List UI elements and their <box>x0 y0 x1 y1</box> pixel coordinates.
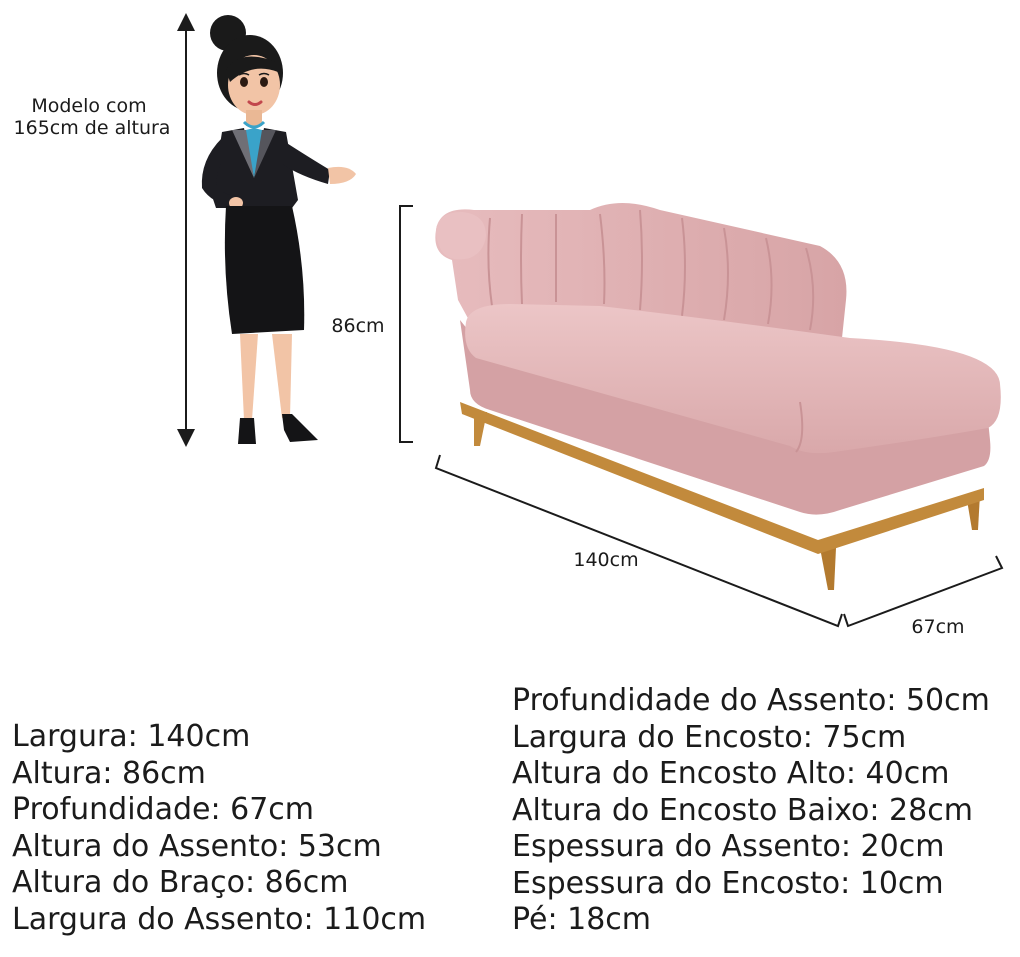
chaise-sofa <box>435 203 1000 590</box>
spec-item: Profundidade: 67cm <box>12 792 315 827</box>
spec-item: Pé: 18cm <box>512 902 652 937</box>
spec-item: Altura do Encosto Baixo: 28cm <box>512 792 973 828</box>
sofa-height-label: 86cm <box>331 315 385 337</box>
spec-item: Altura do Braço: 86cm <box>12 865 349 900</box>
spec-item: Altura: 86cm <box>12 755 206 791</box>
spec-item: Altura do Assento: 53cm <box>12 828 382 864</box>
spec-item: Espessura do Encosto: 10cm <box>512 865 944 901</box>
model-height-label: Modelo com 165cm de altura <box>13 95 171 139</box>
specs-right-list <box>512 683 990 939</box>
depth-label: 67cm <box>911 616 965 638</box>
spec-item: Largura do Encosto: 75cm <box>512 719 907 755</box>
width-label: 140cm <box>573 549 639 571</box>
spec-item: Profundidade do Assento: 50cm <box>512 683 990 718</box>
spec-item: Largura do Assento: 110cm <box>12 901 427 937</box>
spec-item: Altura do Encosto Alto: 40cm <box>512 756 950 791</box>
spec-item: Espessura do Assento: 20cm <box>512 829 945 864</box>
sofa-height-bracket <box>400 206 413 442</box>
woman-figure <box>202 15 356 444</box>
spec-item: Largura: 140cm <box>12 719 251 754</box>
specs-left-list <box>12 719 426 938</box>
